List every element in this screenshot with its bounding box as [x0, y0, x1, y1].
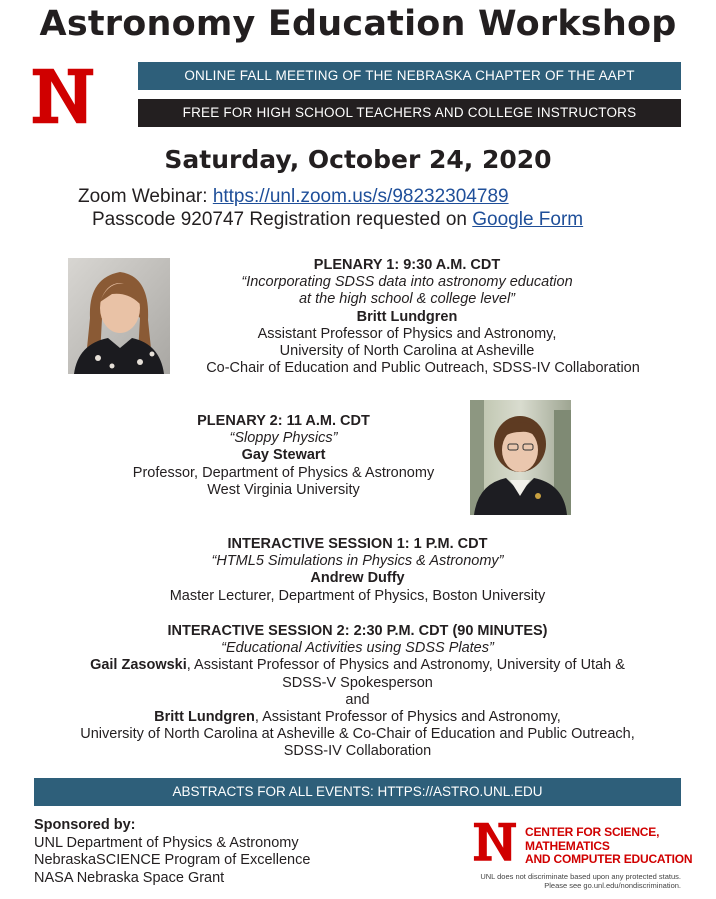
- plenary-2-title: “Sloppy Physics”: [229, 430, 338, 447]
- plenary-2-heading: PLENARY 2: 11 A.M. CDT: [197, 413, 370, 429]
- meeting-banner: ONLINE FALL MEETING OF THE NEBRASKA CHAPTER OF THE AAPT: [138, 62, 681, 90]
- passcode-text: Passcode 920747 Registration requested on: [92, 209, 473, 230]
- sponsor-item: NASA Nebraska Space Grant: [34, 869, 225, 886]
- britt-lundgren-photo: [68, 258, 170, 374]
- nondiscrimination-notice: [440, 872, 681, 890]
- plenary-2-speaker: Gay Stewart: [241, 447, 326, 464]
- sponsors-heading: Sponsored by:: [34, 817, 136, 833]
- interactive-2-speaker1-aff-b: SDSS-V Spokesperson: [282, 674, 433, 691]
- event-date: Saturday, October 24, 2020: [164, 145, 552, 174]
- interactive-2-speaker1-aff-a: , Assistant Professor of Physics and Astronomy, University of Utah &: [186, 657, 625, 674]
- disclaimer-line1: UNL does not discriminate based upon any protected status.: [480, 872, 681, 881]
- unl-n-logo: [30, 62, 96, 128]
- plenary-1-heading: PLENARY 1: 9:30 A.M. CDT: [313, 257, 501, 273]
- interactive-session-1: [100, 536, 615, 605]
- interactive-2-speaker2-line: [20, 709, 695, 726]
- plenary-2-aff2: West Virginia University: [207, 481, 360, 498]
- sponsor-item: NebraskaSCIENCE Program of Excellence: [34, 852, 311, 869]
- zoom-label: Zoom Webinar:: [78, 186, 213, 207]
- plenary-1-aff2: University of North Carolina at Asheville: [279, 343, 535, 360]
- plenary-2-aff1: Professor, Department of Physics & Astronomy: [132, 464, 435, 481]
- plenary-1-speaker: Britt Lundgren: [356, 308, 458, 325]
- plenary-2: [110, 413, 457, 499]
- interactive-2-speaker2-aff-b: University of North Carolina at Asheville & Co-Chair of Education and Public Outreach,: [80, 726, 635, 743]
- audience-banner: FREE FOR HIGH SCHOOL TEACHERS AND COLLEGE INSTRUCTORS: [138, 99, 681, 127]
- interactive-2-title: “Educational Activities using SDSS Plates”: [221, 640, 494, 657]
- interactive-2-speaker2: Britt Lundgren: [154, 709, 255, 726]
- google-form-link[interactable]: Google Form: [472, 209, 584, 230]
- interactive-2-heading: INTERACTIVE SESSION 2: 2:30 P.M. CDT (90 MINUTES): [167, 623, 548, 639]
- plenary-1: [176, 257, 638, 360]
- unl-n-logo-small: [472, 818, 518, 864]
- abstracts-banner: ABSTRACTS FOR ALL EVENTS: HTTPS://ASTRO.UNL.EDU: [34, 778, 681, 806]
- csmce-name: [525, 826, 716, 867]
- csmce-line1: CENTER FOR SCIENCE, MATHEMATICS: [525, 825, 660, 853]
- zoom-link[interactable]: https://unl.zoom.us/s/98232304789: [212, 186, 509, 207]
- interactive-2-speaker2-aff-c: SDSS-IV Collaboration: [283, 743, 432, 760]
- plenary-1-aff1: Assistant Professor of Physics and Astronomy,: [257, 325, 557, 342]
- disclaimer-line2: Please see go.unl.edu/nondiscrimination.: [544, 881, 681, 890]
- page-title: Astronomy Education Workshop: [39, 4, 677, 44]
- csmce-line2: AND COMPUTER EDUCATION: [525, 852, 693, 866]
- interactive-1-title: “HTML5 Simulations in Physics & Astronomy”: [211, 553, 504, 570]
- interactive-1-aff1: Master Lecturer, Department of Physics, Boston University: [169, 587, 546, 604]
- interactive-1-heading: INTERACTIVE SESSION 1: 1 P.M. CDT: [227, 536, 488, 552]
- interactive-1-speaker: Andrew Duffy: [310, 570, 405, 587]
- plenary-1-title-line2: at the high school & college level”: [298, 291, 516, 308]
- interactive-2-speaker1-line: [20, 657, 695, 674]
- plenary-1-title-line1: “Incorporating SDSS data into astronomy education: [241, 274, 573, 291]
- gay-stewart-photo: [470, 400, 571, 515]
- interactive-session-2: [20, 623, 695, 761]
- zoom-line: [78, 186, 509, 208]
- interactive-2-speaker1: Gail Zasowski: [90, 657, 187, 674]
- passcode-line: [92, 209, 583, 231]
- sponsor-item: UNL Department of Physics & Astronomy: [34, 834, 299, 851]
- plenary-1-aff3-wrap: [176, 360, 670, 377]
- sponsors-block: [34, 817, 310, 887]
- interactive-2-and: and: [345, 691, 370, 708]
- interactive-2-speaker2-aff-a: , Assistant Professor of Physics and Astronomy,: [254, 709, 561, 726]
- plenary-1-aff3: Co-Chair of Education and Public Outreach, SDSS-IV Collaboration: [206, 360, 640, 376]
